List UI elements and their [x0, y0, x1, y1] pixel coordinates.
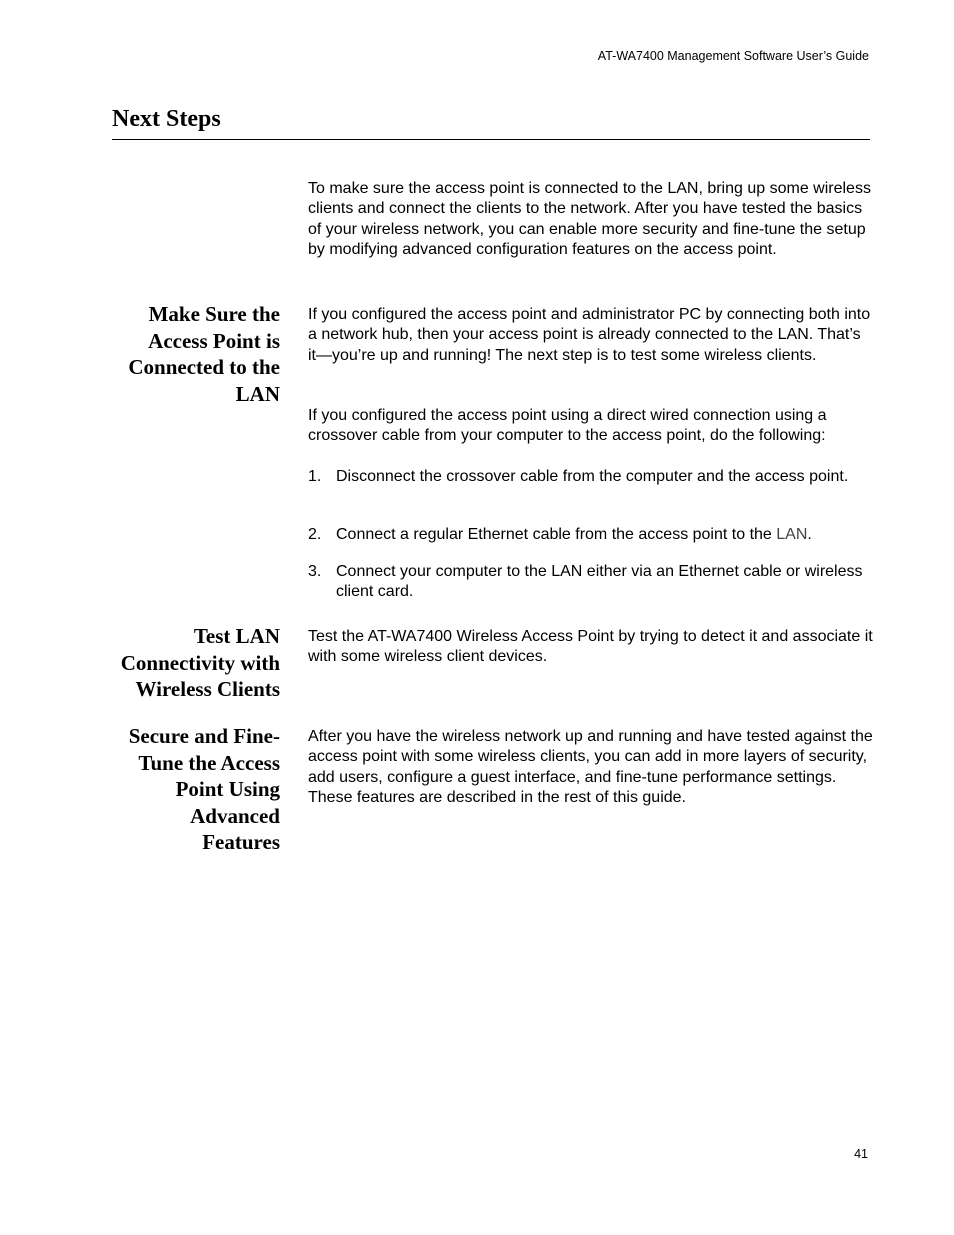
- heading-line: Wireless Clients: [135, 677, 280, 701]
- list-number: 1.: [308, 468, 322, 485]
- section-paragraph: After you have the wireless network up and running and have tested against the access point with some wireless clients, you can add in more layers of security, add users, configure a guest interface, and fine-tune performance settings. These features are described in the rest of this guide.: [308, 728, 873, 806]
- list-text-body: Connect a regular Ethernet cable from the access point to the: [336, 526, 777, 543]
- list-number: 2.: [308, 526, 322, 543]
- intro-paragraph: To make sure the access point is connected to the LAN, bring up some wireless clients and connect the clients to the network. After you have tested the basics of your wireless network, you can enable more security and fine-tune the setup by modifying advanced configuration features on the access point.: [308, 180, 871, 258]
- lan-link[interactable]: LAN: [776, 526, 808, 543]
- page-title: Next Steps: [112, 106, 221, 132]
- heading-line: Access Point is: [148, 328, 280, 353]
- section-heading-make-sure-connected: [105, 301, 280, 407]
- section-paragraph: If you configured the access point using a direct wired connection using a crossover cable from your computer to the access point, do the following:: [308, 407, 827, 445]
- heading-line: Advanced: [190, 803, 280, 828]
- list-number: 3.: [308, 563, 322, 580]
- list-item: [308, 562, 868, 603]
- heading-line: Make Sure the: [148, 302, 280, 326]
- heading-line: Features: [202, 830, 280, 854]
- heading-line: Tune the Access: [138, 750, 280, 775]
- section-paragraph: Test the AT-WA7400 Wireless Access Point by trying to detect it and associate it with some wireless client devices.: [308, 628, 873, 666]
- section-paragraph: If you configured the access point and administrator PC by connecting both into a network hub, then your access point is already connected to the LAN. That’s it—you’re up and running! The next step is to test some wireless clients.: [308, 306, 871, 364]
- heading-line: Connected to the: [128, 355, 280, 379]
- list-item: [308, 467, 868, 487]
- title-rule: [112, 139, 870, 140]
- heading-line: Test LAN: [193, 624, 280, 648]
- section-heading-test-lan: [105, 623, 280, 703]
- page-number: 41: [854, 1147, 868, 1161]
- section-heading-secure-fine-tune: [105, 723, 280, 856]
- list-text: [336, 525, 868, 545]
- running-header: AT-WA7400 Management Software User’s Guide: [597, 49, 869, 63]
- list-text: Disconnect the crossover cable from the computer and the access point.: [336, 468, 849, 485]
- list-item: [308, 525, 868, 545]
- heading-line: Point Using: [175, 777, 280, 801]
- list-text: Connect your computer to the LAN either via an Ethernet cable or wireless client card.: [336, 563, 863, 601]
- heading-line: Secure and Fine-: [128, 724, 280, 748]
- list-text-end: .: [807, 526, 812, 543]
- heading-line: Connectivity with: [120, 650, 280, 675]
- heading-line: LAN: [235, 381, 280, 406]
